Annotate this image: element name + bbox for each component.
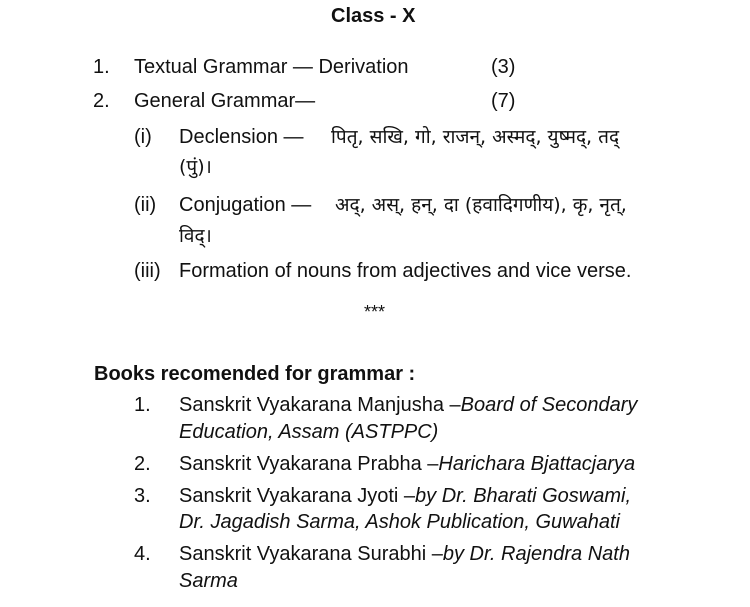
subitem-label: Declension — [179, 126, 304, 148]
subitem-number: (iii) [134, 260, 161, 282]
book-entry [179, 484, 631, 508]
page-title: Class - X [331, 5, 416, 27]
book-title: Sanskrit Vyakarana Jyoti – [179, 485, 416, 507]
subitem-sanskrit-line: अद्, अस्, हन्, दा (हवादिगणीय), कृ, नृत्, [335, 194, 627, 216]
book-title: Sanskrit Vyakarana Surabhi – [179, 543, 443, 565]
subitem-label: Conjugation — [179, 194, 312, 216]
book-entry [179, 542, 630, 566]
book-number: 4. [134, 543, 151, 565]
subitem-sanskrit-line: पितृ, सखि, गो, राजन्, अस्मद्, युष्मद्, तद् [331, 126, 620, 148]
book-entry [179, 393, 637, 417]
book-author: by Dr. Bharati Goswami, [415, 485, 632, 507]
syllabus-item-marks: (7) [491, 90, 516, 112]
book-author: Board of Secondary [460, 394, 638, 416]
syllabus-item-number: 2. [93, 90, 110, 112]
book-author-continued: Education, Assam (ASTPPC) [179, 421, 439, 443]
book-number: 3. [134, 485, 151, 507]
book-author-continued: Dr. Jagadish Sarma, Ashok Publication, Guwahati [179, 511, 620, 533]
syllabus-item-number: 1. [93, 56, 110, 78]
book-title: Sanskrit Vyakarana Prabha – [179, 453, 439, 475]
subitem-sanskrit-line: (पुं)। [179, 156, 212, 178]
book-title: Sanskrit Vyakarana Manjusha – [179, 394, 461, 416]
syllabus-item-text: Textual Grammar — Derivation [134, 56, 409, 78]
subitem-number: (i) [134, 126, 152, 148]
subitem-number: (ii) [134, 194, 157, 216]
book-entry [179, 452, 635, 476]
book-number: 1. [134, 394, 151, 416]
section-separator: *** [364, 302, 386, 322]
book-author-continued: Sarma [179, 570, 238, 592]
syllabus-item-text: General Grammar— [134, 90, 316, 112]
books-heading: Books recomended for grammar : [94, 363, 416, 385]
syllabus-item-marks: (3) [491, 56, 516, 78]
subitem-sanskrit-line: विद्। [179, 225, 212, 247]
book-number: 2. [134, 453, 151, 475]
book-author: Haricharа Bjattacjarya [438, 453, 636, 475]
subitem-text: Formation of nouns from adjectives and vice verse. [179, 260, 632, 282]
book-author: by Dr. Rajendra Nath [442, 543, 630, 565]
